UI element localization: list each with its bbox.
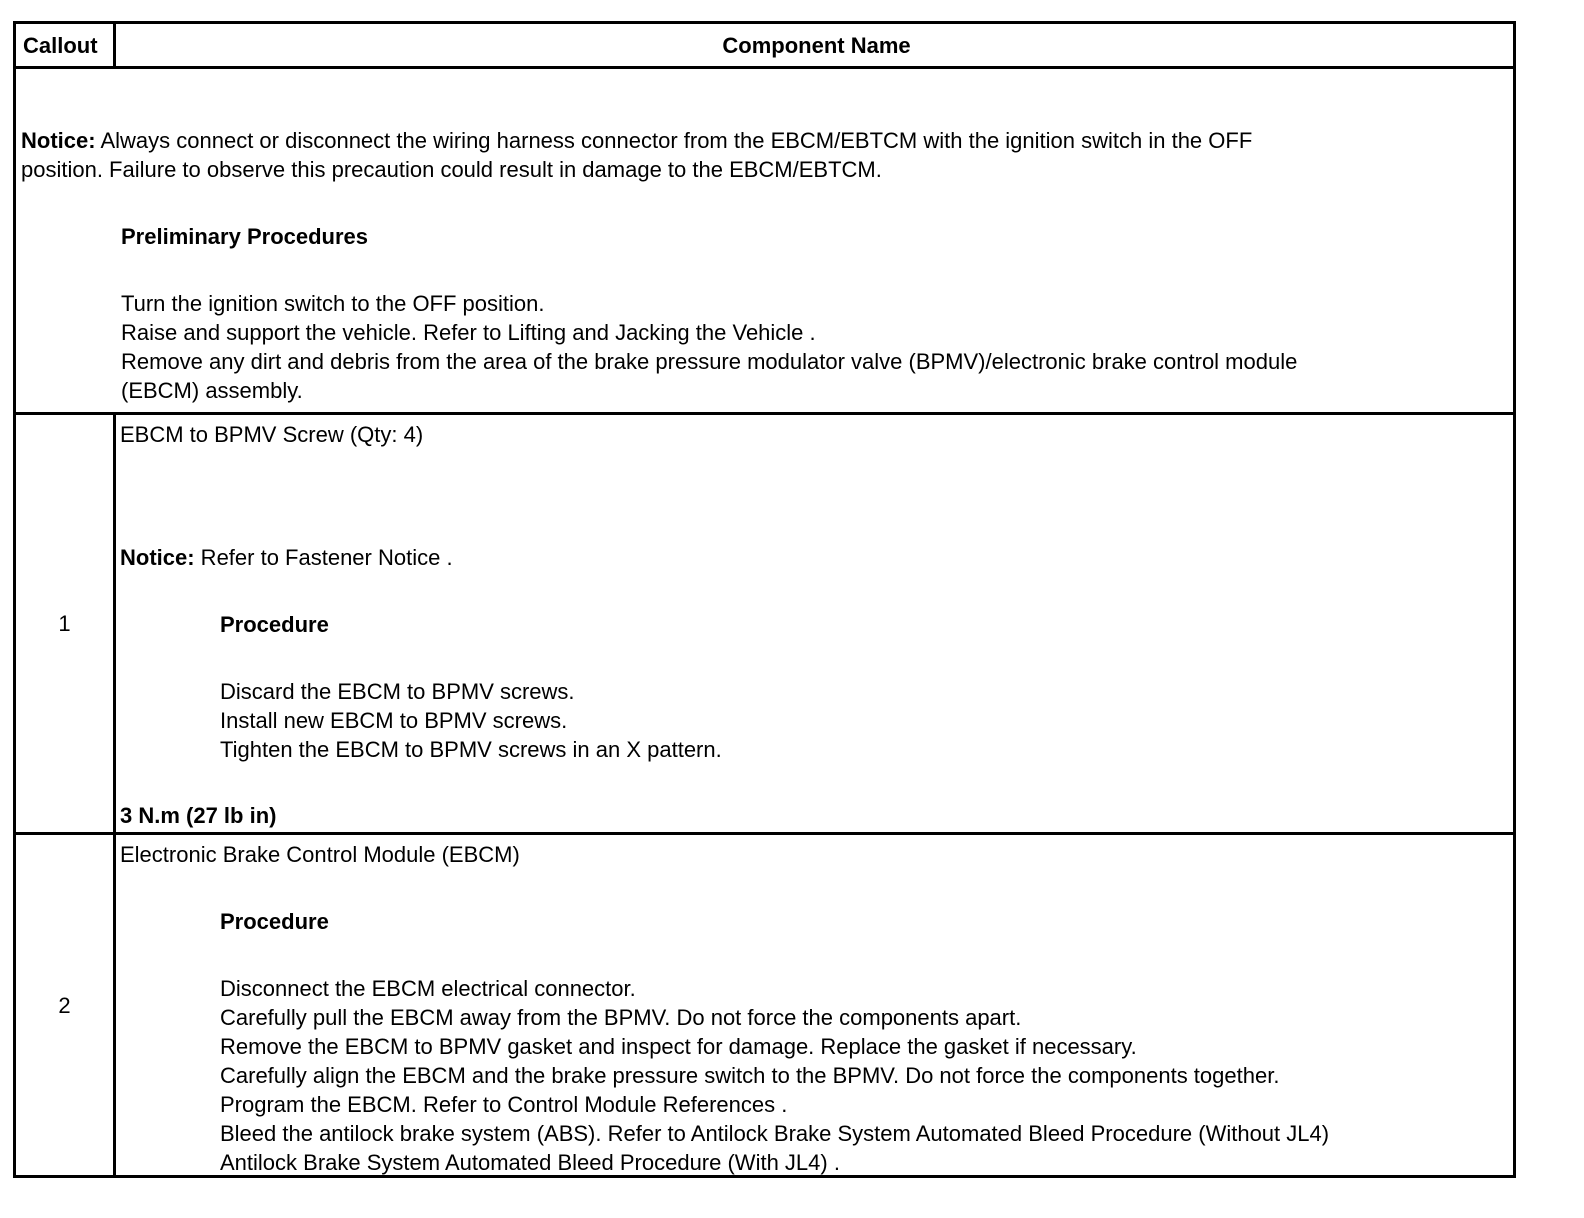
row-2-step: Bleed the antilock brake system (ABS). Refer to Antilock Brake System Automated Bleed Procedure (Without JL4) (220, 1121, 1330, 1146)
row-1-notice-text: Refer to Fastener Notice . (194, 545, 453, 570)
intro-row (16, 66, 1513, 412)
preliminary-procedures-title: Preliminary Procedures (121, 224, 369, 249)
row-2-step: Disconnect the EBCM electrical connector. (220, 976, 636, 1001)
row-1-title: EBCM to BPMV Screw (Qty: 4) (120, 422, 424, 447)
row-2-step: Carefully align the EBCM and the brake pressure switch to the BPMV. Do not force the components together. (220, 1063, 1280, 1088)
table-row (16, 412, 1513, 832)
row-2-procedure-title: Procedure (220, 909, 329, 934)
row-2-step: Antilock Brake System Automated Bleed Procedure (With JL4) . (220, 1150, 840, 1175)
row-1-notice (120, 543, 1513, 572)
row-2-callout: 2 (16, 835, 116, 1175)
row-2-step: Carefully pull the EBCM away from the BPMV. Do not force the components apart. (220, 1005, 1022, 1030)
row-2-step: Program the EBCM. Refer to Control Module References . (220, 1092, 788, 1117)
intro-notice-line-2: position. Failure to observe this precaution could result in damage to the EBCM/EBTCM. (21, 157, 882, 182)
intro-step: Raise and support the vehicle. Refer to Lifting and Jacking the Vehicle . (121, 320, 816, 345)
intro-notice-label: Notice: (21, 128, 96, 153)
intro-notice-text-1: Always connect or disconnect the wiring harness connector from the EBCM/EBTCM with the ignition switch in the OFF (95, 128, 1253, 153)
intro-step: (EBCM) assembly. (121, 378, 303, 403)
row-2-title: Electronic Brake Control Module (EBCM) (120, 842, 520, 867)
row-1-step: Discard the EBCM to BPMV screws. (220, 679, 575, 704)
component-table (13, 21, 1516, 1178)
intro-step: Remove any dirt and debris from the area of the brake pressure modulator valve (BPMV)/electronic brake control module (121, 349, 1298, 374)
intro-step: Turn the ignition switch to the OFF position. (121, 291, 545, 316)
table-row (16, 832, 1513, 1175)
row-1-callout: 1 (16, 415, 116, 832)
row-1-step: Tighten the EBCM to BPMV screws in an X pattern. (220, 737, 722, 762)
intro-notice (21, 126, 1513, 155)
callout-header: Callout (16, 24, 116, 66)
row-2-content (116, 835, 1513, 1175)
row-1-notice-label: Notice: (120, 545, 195, 570)
table-header-row (16, 24, 1513, 66)
row-1-content (116, 415, 1513, 832)
row-1-torque: 3 N.m (27 lb in) (120, 803, 277, 828)
component-name-header: Component Name (722, 32, 911, 58)
row-2-step: Remove the EBCM to BPMV gasket and inspect for damage. Replace the gasket if necessary. (220, 1034, 1137, 1059)
row-1-step: Install new EBCM to BPMV screws. (220, 708, 568, 733)
intro-content (16, 69, 1513, 412)
row-1-procedure-title: Procedure (220, 612, 329, 637)
